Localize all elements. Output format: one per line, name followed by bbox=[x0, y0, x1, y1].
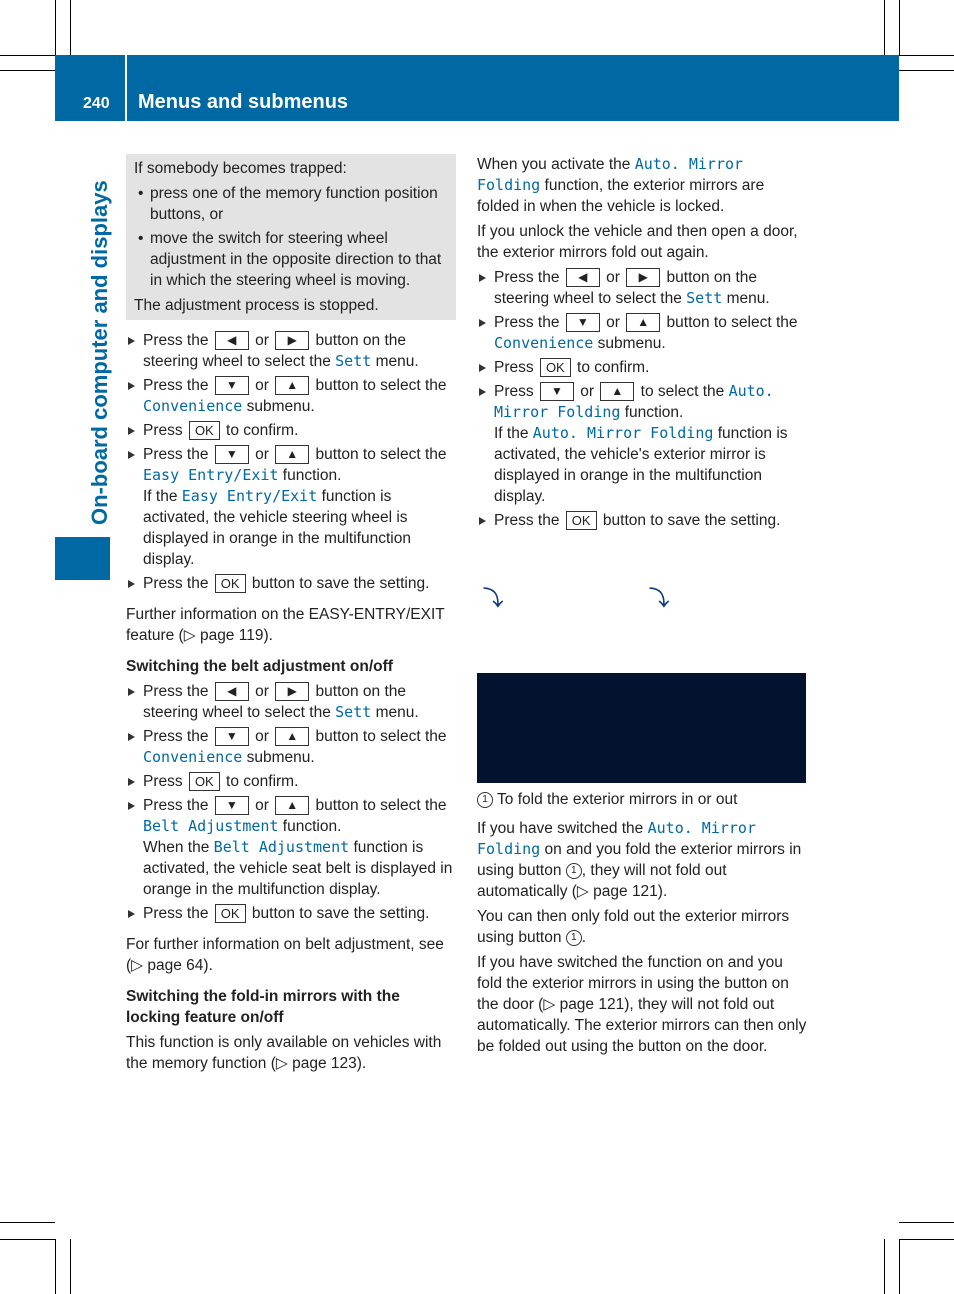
step-text: steering wheel to select the bbox=[494, 290, 682, 307]
list-item bbox=[126, 681, 456, 723]
only-fold-paragraph: You can then only fold out the exterior mirrors using button 1 . bbox=[477, 908, 790, 946]
para-text: , they will not fold out automatically (▷ page 121). bbox=[477, 862, 727, 900]
list-item bbox=[126, 444, 456, 570]
trapped-intro: If somebody becomes trapped: bbox=[134, 160, 347, 177]
sidebar-tab bbox=[55, 537, 110, 580]
step-text: button to save the setting. bbox=[251, 905, 430, 922]
further-info-paragraph: Further information on the EASY-ENTRY/EXIT feature (▷ page 119). bbox=[126, 606, 445, 644]
step-text: or bbox=[255, 377, 269, 394]
function-name: Auto. Mirror Folding bbox=[532, 424, 714, 442]
list-item bbox=[126, 795, 456, 900]
step-text: button to select the bbox=[315, 446, 447, 463]
list-item bbox=[126, 726, 456, 768]
step-text: or bbox=[255, 332, 269, 349]
up-arrow-key: ▲ bbox=[626, 313, 660, 332]
header-divider bbox=[125, 55, 127, 121]
submenu-name: Convenience bbox=[494, 334, 594, 352]
down-arrow-key: ▼ bbox=[215, 796, 249, 815]
step-text: menu. bbox=[375, 353, 419, 370]
sidebar-chapter-label: On-board computer and displays bbox=[87, 180, 112, 525]
ok-key: OK bbox=[215, 904, 246, 923]
step-text: submenu. bbox=[597, 335, 666, 352]
left-arrow-key: ◀ bbox=[566, 268, 600, 287]
list-item bbox=[477, 357, 809, 378]
crop-mark bbox=[55, 1239, 56, 1294]
step-text: function is activated, the vehicle's exterior mirror is displayed in orange in the multifunction display. bbox=[494, 425, 788, 505]
step-text: or bbox=[580, 383, 595, 400]
step-text: Press the bbox=[494, 314, 560, 331]
left-column bbox=[126, 154, 456, 1078]
list-item bbox=[477, 510, 809, 531]
step-text: Press bbox=[143, 422, 183, 439]
function-name: Auto. Mirror Folding bbox=[477, 819, 756, 858]
caption-text: To fold the exterior mirrors in or out bbox=[497, 791, 738, 808]
unlock-paragraph: If you unlock the vehicle and then open a door, the exterior mirrors fold out again. bbox=[477, 223, 798, 261]
para-text: function, the exterior mirrors are folded in when the vehicle is locked. bbox=[477, 177, 765, 215]
up-arrow-key: ▲ bbox=[275, 796, 309, 815]
up-arrow-key: ▲ bbox=[275, 376, 309, 395]
function-name: Easy Entry/Exit bbox=[143, 466, 279, 484]
right-arrow-key: ▶ bbox=[275, 331, 309, 350]
step-text: button to select the bbox=[315, 797, 447, 814]
step-text: submenu. bbox=[246, 398, 315, 415]
step-text: button to select the bbox=[315, 377, 447, 394]
easy-entry-steps bbox=[126, 330, 456, 594]
crop-mark bbox=[899, 1239, 954, 1240]
list-item bbox=[126, 375, 456, 417]
crop-mark bbox=[70, 0, 71, 55]
para-text: on and you fold the exterior mirrors in using button bbox=[477, 841, 802, 879]
ok-key: OK bbox=[540, 358, 571, 377]
page-header bbox=[55, 55, 899, 121]
function-name: Auto. Mirror Folding bbox=[477, 155, 744, 194]
crop-mark bbox=[0, 70, 55, 71]
ok-key: OK bbox=[566, 511, 597, 530]
step-text: If the bbox=[494, 425, 529, 442]
step-text: button on the bbox=[315, 332, 407, 349]
step-text: function. bbox=[282, 467, 342, 484]
step-text: to confirm. bbox=[577, 359, 650, 376]
up-arrow-key: ▲ bbox=[275, 445, 309, 464]
function-name: Auto. Mirror Folding bbox=[494, 382, 774, 421]
right-column-bottom bbox=[477, 789, 809, 1061]
arrow-icon: ⤵ bbox=[483, 588, 503, 610]
trapped-outro: The adjustment process is stopped. bbox=[134, 297, 379, 314]
up-arrow-key: ▲ bbox=[600, 382, 634, 401]
list-item bbox=[126, 573, 456, 594]
left-arrow-key: ◀ bbox=[215, 331, 249, 350]
crop-mark bbox=[899, 55, 954, 56]
function-name: Easy Entry/Exit bbox=[181, 487, 318, 505]
step-text: button to select the bbox=[315, 728, 447, 745]
up-arrow-key: ▲ bbox=[275, 727, 309, 746]
list-item bbox=[126, 420, 456, 441]
step-text: function is activated, the vehicle steering wheel is displayed in orange in the multifunction display. bbox=[143, 488, 411, 568]
step-text: or bbox=[255, 683, 269, 700]
crop-mark bbox=[0, 55, 55, 56]
down-arrow-key: ▼ bbox=[215, 376, 249, 395]
step-text: Press bbox=[494, 359, 534, 376]
crop-mark bbox=[884, 0, 885, 55]
down-arrow-key: ▼ bbox=[540, 382, 574, 401]
step-text: Press the bbox=[494, 512, 560, 529]
step-text: Press the bbox=[143, 575, 209, 592]
crop-mark bbox=[899, 0, 900, 55]
door-paragraph: If you have switched the function on and you fold the exterior mirrors in using the button on the door (▷ page 121), they will not fold out automatically. The exterior mirrors can then only be folded out using the button on the door. bbox=[477, 954, 807, 1055]
switched-paragraph bbox=[477, 818, 809, 902]
step-text: Press the bbox=[143, 797, 209, 814]
crop-mark bbox=[899, 1239, 900, 1294]
list-item: • press one of the memory function position buttons, or bbox=[134, 183, 448, 225]
step-text: to select the bbox=[640, 383, 725, 400]
section-heading: Switching the belt adjustment on/off bbox=[126, 658, 393, 675]
fold-note-paragraph: This function is only available on vehicles with the memory function (▷ page 123). bbox=[126, 1034, 442, 1072]
list-item bbox=[477, 267, 809, 309]
list-item bbox=[126, 330, 456, 372]
step-text: If the bbox=[143, 488, 178, 505]
para-text: When you activate the bbox=[477, 156, 631, 173]
function-name: Belt Adjustment bbox=[213, 838, 350, 856]
step-text: to confirm. bbox=[226, 773, 299, 790]
step-text: button on the bbox=[666, 269, 758, 286]
down-arrow-key: ▼ bbox=[215, 445, 249, 464]
mirror-steps bbox=[477, 267, 809, 531]
step-text: or bbox=[606, 269, 620, 286]
down-arrow-key: ▼ bbox=[215, 727, 249, 746]
crop-mark bbox=[0, 1222, 55, 1223]
step-text: Press the bbox=[143, 905, 209, 922]
activate-paragraph bbox=[477, 154, 809, 217]
image-dark-area bbox=[477, 673, 806, 783]
para-text: You can then only fold out the exterior mirrors using button bbox=[477, 908, 790, 946]
step-text: Press the bbox=[143, 446, 209, 463]
step-text: Press the bbox=[143, 728, 209, 745]
step-text: Press the bbox=[143, 683, 209, 700]
step-text: button on the bbox=[315, 683, 407, 700]
right-column-top bbox=[477, 154, 809, 541]
crop-mark bbox=[899, 70, 954, 71]
crop-mark bbox=[899, 1222, 954, 1223]
image-caption bbox=[477, 789, 809, 810]
step-text: button to save the setting. bbox=[251, 575, 430, 592]
left-arrow-key: ◀ bbox=[215, 682, 249, 701]
list-item bbox=[477, 381, 809, 507]
right-arrow-key: ▶ bbox=[626, 268, 660, 287]
submenu-name: Convenience bbox=[143, 397, 243, 415]
page-number: 240 bbox=[83, 95, 110, 112]
step-text: menu. bbox=[375, 704, 419, 721]
step-text: or bbox=[255, 728, 269, 745]
callout-number: 1 bbox=[566, 863, 582, 879]
callout-number: 1 bbox=[477, 792, 493, 808]
trapped-info-box bbox=[126, 154, 456, 320]
step-text: function is activated, the vehicle seat belt is displayed in orange in the multifunction display. bbox=[143, 839, 453, 898]
list-item bbox=[126, 903, 456, 924]
step-text: function. bbox=[282, 818, 342, 835]
right-arrow-key: ▶ bbox=[275, 682, 309, 701]
step-text: Press the bbox=[143, 332, 209, 349]
step-text: or bbox=[255, 446, 269, 463]
step-text: Press bbox=[143, 773, 183, 790]
crop-mark bbox=[55, 0, 56, 55]
crop-mark bbox=[70, 1239, 71, 1294]
step-text: steering wheel to select the bbox=[143, 353, 331, 370]
trapped-list bbox=[134, 183, 448, 291]
step-text: submenu. bbox=[246, 749, 315, 766]
para-text: If you have switched the bbox=[477, 820, 644, 837]
menu-name: Sett bbox=[335, 352, 372, 370]
arrow-icon: ⤵ bbox=[649, 588, 669, 610]
crop-mark bbox=[884, 1239, 885, 1294]
section-heading: Switching the fold-in mirrors with the locking feature on/off bbox=[126, 988, 400, 1026]
belt-further-paragraph: For further information on belt adjustment, see (▷ page 64). bbox=[126, 936, 444, 974]
step-text: Press the bbox=[494, 269, 560, 286]
step-text: or bbox=[606, 314, 620, 331]
step-text: Press bbox=[494, 383, 534, 400]
ok-key: OK bbox=[189, 772, 220, 791]
list-item bbox=[126, 771, 456, 792]
step-text: Press the bbox=[143, 377, 209, 394]
list-item bbox=[477, 312, 809, 354]
ok-key: OK bbox=[189, 421, 220, 440]
down-arrow-key: ▼ bbox=[566, 313, 600, 332]
step-text: button to save the setting. bbox=[602, 512, 781, 529]
function-name: Belt Adjustment bbox=[143, 817, 279, 835]
page-title: Menus and submenus bbox=[138, 91, 349, 113]
step-text: or bbox=[255, 797, 269, 814]
menu-name: Sett bbox=[686, 289, 723, 307]
mirror-button-image bbox=[477, 560, 806, 783]
step-text: steering wheel to select the bbox=[143, 704, 331, 721]
step-text: button to select the bbox=[666, 314, 798, 331]
belt-steps bbox=[126, 681, 456, 924]
step-text: function. bbox=[624, 404, 684, 421]
step-text: When the bbox=[143, 839, 210, 856]
menu-name: Sett bbox=[335, 703, 372, 721]
submenu-name: Convenience bbox=[143, 748, 243, 766]
step-text: menu. bbox=[726, 290, 770, 307]
step-text: to confirm. bbox=[226, 422, 299, 439]
crop-mark bbox=[0, 1239, 55, 1240]
list-item: • move the switch for steering wheel adjustment in the opposite direction to that in which the steering wheel is moving. bbox=[134, 228, 448, 291]
callout-number: 1 bbox=[566, 930, 582, 946]
ok-key: OK bbox=[215, 574, 246, 593]
